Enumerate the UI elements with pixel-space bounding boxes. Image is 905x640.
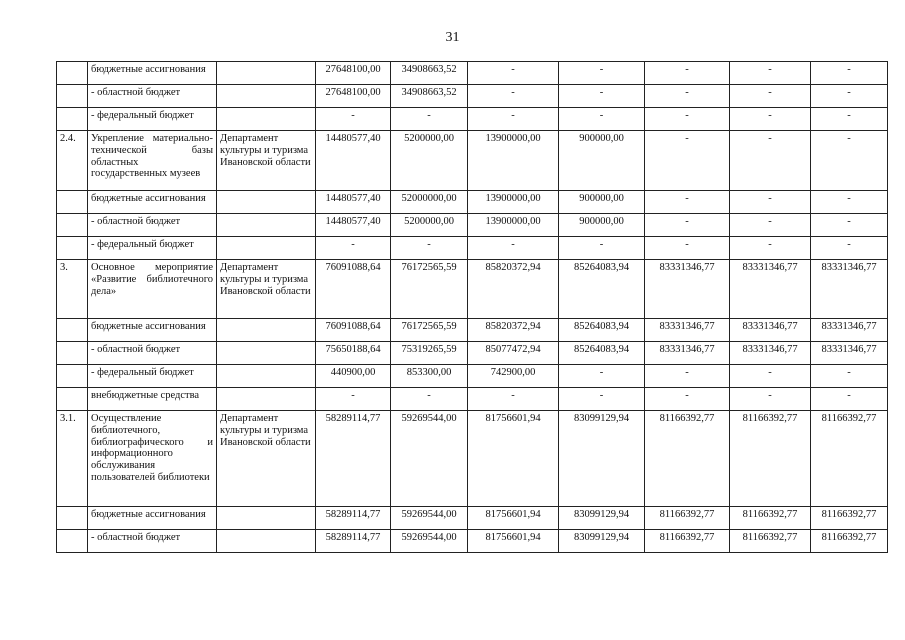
value-cell: 85264083,94	[559, 319, 645, 342]
row-number	[57, 108, 88, 131]
row-name: бюджетные ассигнования	[88, 62, 217, 85]
value-cell: -	[468, 85, 559, 108]
value-cell: 13900000,00	[468, 131, 559, 191]
row-executor	[217, 388, 316, 411]
value-cell: -	[645, 62, 730, 85]
value-cell: 58289114,77	[316, 530, 391, 553]
value-cell: 83331346,77	[730, 342, 811, 365]
row-number: 3.	[57, 260, 88, 319]
value-cell: -	[468, 388, 559, 411]
value-cell: -	[811, 214, 888, 237]
row-number	[57, 85, 88, 108]
row-executor	[217, 191, 316, 214]
table-row	[57, 237, 888, 260]
table-row	[57, 214, 888, 237]
value-cell: -	[730, 214, 811, 237]
value-cell: 58289114,77	[316, 507, 391, 530]
row-name: внебюджетные средства	[88, 388, 217, 411]
value-cell: -	[559, 388, 645, 411]
row-executor	[217, 108, 316, 131]
row-name: Укрепление материально-технической базы областных государственных музеев	[88, 131, 217, 191]
value-cell: 83331346,77	[730, 260, 811, 319]
value-cell: 83331346,77	[645, 342, 730, 365]
value-cell: 59269544,00	[391, 411, 468, 507]
value-cell: 81166392,77	[730, 507, 811, 530]
table-row	[57, 108, 888, 131]
value-cell: 83331346,77	[811, 342, 888, 365]
value-cell: -	[316, 388, 391, 411]
value-cell: 27648100,00	[316, 85, 391, 108]
value-cell: 900000,00	[559, 131, 645, 191]
value-cell: -	[468, 237, 559, 260]
value-cell: 83099129,94	[559, 530, 645, 553]
value-cell: -	[811, 108, 888, 131]
value-cell: -	[559, 62, 645, 85]
row-name: - федеральный бюджет	[88, 365, 217, 388]
value-cell: 81166392,77	[811, 507, 888, 530]
value-cell: 83331346,77	[730, 319, 811, 342]
table-row	[57, 131, 888, 191]
value-cell: -	[645, 108, 730, 131]
value-cell: 13900000,00	[468, 191, 559, 214]
value-cell: 81166392,77	[645, 507, 730, 530]
table-row	[57, 342, 888, 365]
value-cell: 34908663,52	[391, 62, 468, 85]
row-name: - областной бюджет	[88, 85, 217, 108]
row-executor	[217, 319, 316, 342]
value-cell: 83331346,77	[811, 260, 888, 319]
row-executor	[217, 85, 316, 108]
value-cell: -	[730, 131, 811, 191]
value-cell: 81166392,77	[645, 411, 730, 507]
value-cell: 85264083,94	[559, 260, 645, 319]
row-number	[57, 365, 88, 388]
value-cell: -	[316, 108, 391, 131]
value-cell: 14480577,40	[316, 191, 391, 214]
value-cell: -	[811, 131, 888, 191]
value-cell: -	[391, 388, 468, 411]
value-cell: 83331346,77	[811, 319, 888, 342]
row-name: - областной бюджет	[88, 214, 217, 237]
row-name: - областной бюджет	[88, 530, 217, 553]
value-cell: 14480577,40	[316, 131, 391, 191]
row-executor: Департамент культуры и туризма Ивановской области	[217, 260, 316, 319]
value-cell: -	[468, 62, 559, 85]
row-name: бюджетные ассигнования	[88, 191, 217, 214]
value-cell: -	[559, 365, 645, 388]
value-cell: 75319265,59	[391, 342, 468, 365]
value-cell: 81166392,77	[730, 411, 811, 507]
value-cell: 81756601,94	[468, 507, 559, 530]
table-row	[57, 260, 888, 319]
row-number	[57, 214, 88, 237]
row-number: 2.4.	[57, 131, 88, 191]
row-executor	[217, 507, 316, 530]
value-cell: 81756601,94	[468, 411, 559, 507]
value-cell: 900000,00	[559, 214, 645, 237]
value-cell: -	[730, 365, 811, 388]
value-cell: -	[730, 108, 811, 131]
value-cell: 13900000,00	[468, 214, 559, 237]
value-cell: -	[811, 237, 888, 260]
value-cell: -	[559, 85, 645, 108]
row-number	[57, 237, 88, 260]
value-cell: -	[645, 85, 730, 108]
value-cell: 900000,00	[559, 191, 645, 214]
row-number	[57, 507, 88, 530]
value-cell: -	[730, 237, 811, 260]
table-row	[57, 388, 888, 411]
value-cell: 85820372,94	[468, 319, 559, 342]
row-number	[57, 191, 88, 214]
value-cell: -	[391, 237, 468, 260]
row-number	[57, 342, 88, 365]
value-cell: 81756601,94	[468, 530, 559, 553]
value-cell: -	[811, 191, 888, 214]
value-cell: -	[811, 85, 888, 108]
value-cell: -	[811, 62, 888, 85]
value-cell: 59269544,00	[391, 530, 468, 553]
value-cell: 85820372,94	[468, 260, 559, 319]
value-cell: 81166392,77	[811, 411, 888, 507]
value-cell: 5200000,00	[391, 214, 468, 237]
value-cell: -	[645, 131, 730, 191]
value-cell: 59269544,00	[391, 507, 468, 530]
table-row	[57, 191, 888, 214]
row-number	[57, 62, 88, 85]
table-row	[57, 365, 888, 388]
value-cell: 27648100,00	[316, 62, 391, 85]
value-cell: -	[468, 108, 559, 131]
value-cell: -	[811, 365, 888, 388]
value-cell: 5200000,00	[391, 131, 468, 191]
value-cell: 76091088,64	[316, 260, 391, 319]
row-name: - федеральный бюджет	[88, 108, 217, 131]
row-name: Осуществление библиотечного, библиографического и информационного обслуживания пользователей библиотеки	[88, 411, 217, 507]
row-number: 3.1.	[57, 411, 88, 507]
row-name: бюджетные ассигнования	[88, 507, 217, 530]
value-cell: 83331346,77	[645, 260, 730, 319]
row-number	[57, 319, 88, 342]
value-cell: -	[730, 191, 811, 214]
row-name: - областной бюджет	[88, 342, 217, 365]
row-executor	[217, 237, 316, 260]
row-executor: Департамент культуры и туризма Ивановской области	[217, 131, 316, 191]
value-cell: 83099129,94	[559, 507, 645, 530]
value-cell: -	[730, 85, 811, 108]
value-cell: 83331346,77	[645, 319, 730, 342]
value-cell: 76091088,64	[316, 319, 391, 342]
table-row	[57, 319, 888, 342]
row-number	[57, 530, 88, 553]
value-cell: -	[730, 388, 811, 411]
value-cell: 85264083,94	[559, 342, 645, 365]
value-cell: 81166392,77	[645, 530, 730, 553]
table-row	[57, 85, 888, 108]
value-cell: 85077472,94	[468, 342, 559, 365]
value-cell: -	[559, 237, 645, 260]
value-cell: 742900,00	[468, 365, 559, 388]
budget-table	[56, 61, 888, 553]
row-executor	[217, 365, 316, 388]
value-cell: -	[645, 214, 730, 237]
value-cell: 76172565,59	[391, 260, 468, 319]
table-row	[57, 62, 888, 85]
value-cell: -	[645, 191, 730, 214]
value-cell: 34908663,52	[391, 85, 468, 108]
row-executor	[217, 530, 316, 553]
value-cell: 83099129,94	[559, 411, 645, 507]
table-row	[57, 411, 888, 507]
value-cell: -	[316, 237, 391, 260]
value-cell: 81166392,77	[730, 530, 811, 553]
value-cell: 440900,00	[316, 365, 391, 388]
value-cell: 853300,00	[391, 365, 468, 388]
value-cell: 58289114,77	[316, 411, 391, 507]
row-executor: Департамент культуры и туризма Ивановской области	[217, 411, 316, 507]
table-row	[57, 507, 888, 530]
value-cell: 81166392,77	[811, 530, 888, 553]
value-cell: 14480577,40	[316, 214, 391, 237]
value-cell: -	[559, 108, 645, 131]
row-number	[57, 388, 88, 411]
value-cell: 76172565,59	[391, 319, 468, 342]
page-number: 31	[445, 30, 460, 45]
value-cell: -	[730, 62, 811, 85]
value-cell: -	[645, 237, 730, 260]
value-cell: 52000000,00	[391, 191, 468, 214]
row-name: - федеральный бюджет	[88, 237, 217, 260]
row-executor	[217, 62, 316, 85]
value-cell: -	[645, 388, 730, 411]
value-cell: -	[391, 108, 468, 131]
row-executor	[217, 342, 316, 365]
row-name: Основное мероприятие «Развитие библиотечного дела»	[88, 260, 217, 319]
budget-table-body	[57, 62, 888, 553]
row-name: бюджетные ассигнования	[88, 319, 217, 342]
value-cell: -	[811, 388, 888, 411]
value-cell: -	[645, 365, 730, 388]
table-row	[57, 530, 888, 553]
row-executor	[217, 214, 316, 237]
value-cell: 75650188,64	[316, 342, 391, 365]
